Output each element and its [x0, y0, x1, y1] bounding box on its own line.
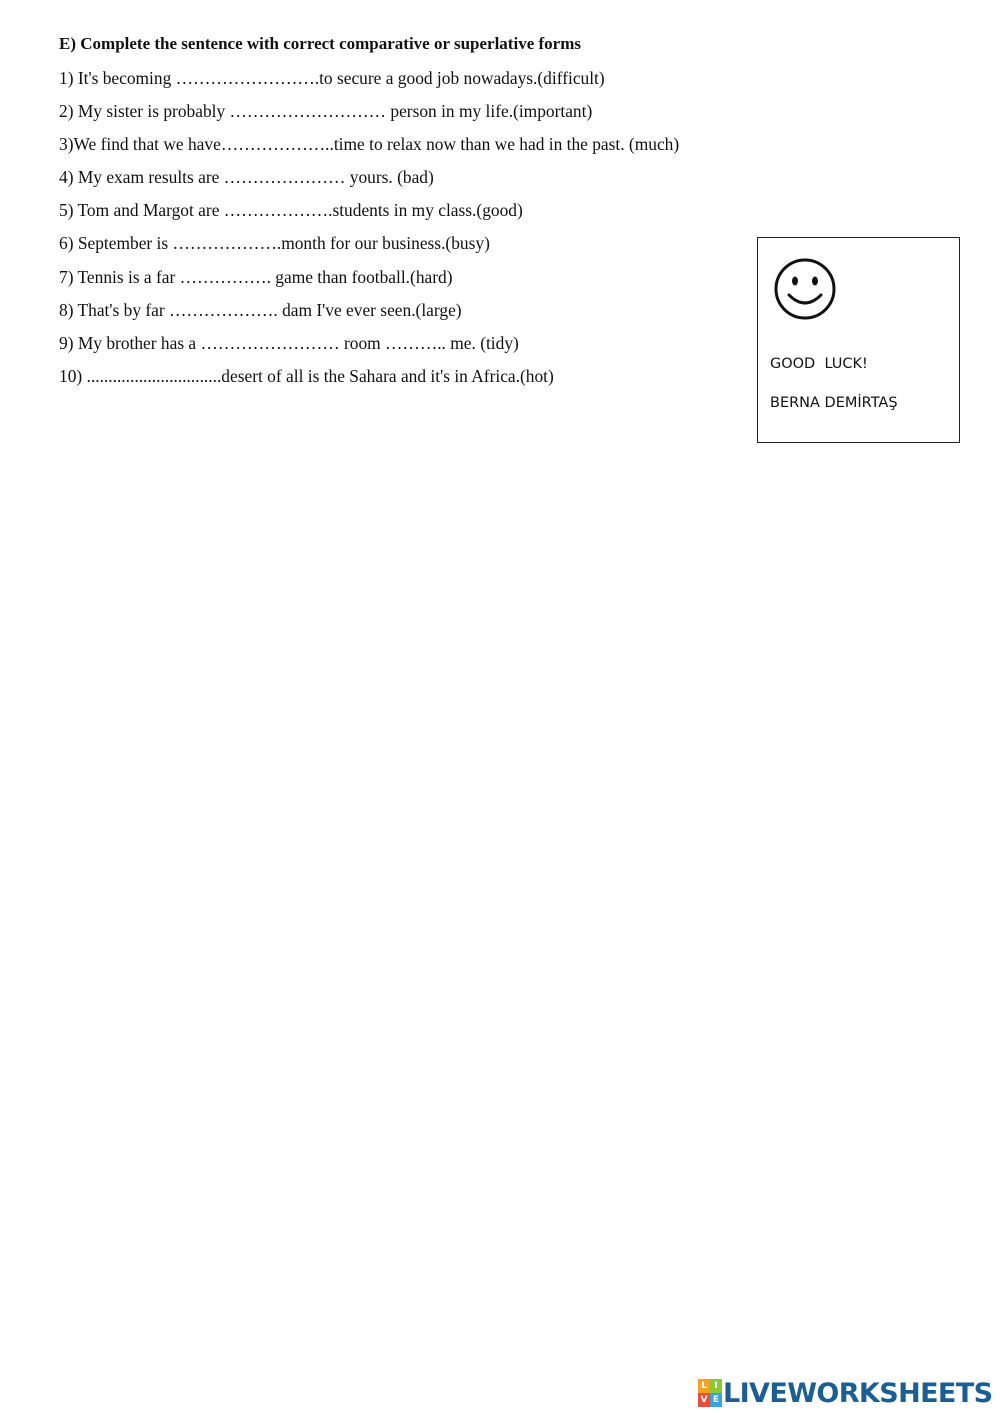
brand-name: LIVEWORKSHEETS: [723, 1377, 993, 1409]
question-item: 5) Tom and Margot are ……………….students in my class.(good): [59, 200, 523, 221]
smiley-face-icon: [773, 257, 837, 321]
worksheet-heading: E) Complete the sentence with correct comparative or superlative forms: [59, 34, 581, 53]
question-item: 7) Tennis is a far ……………. game than football.(hard): [59, 266, 453, 287]
brand-logo-letter: L: [698, 1379, 710, 1393]
good-luck-box: [757, 237, 960, 443]
question-list: [59, 67, 679, 398]
question-item: 8) That's by far ………………. dam I've ever seen.(large): [59, 299, 462, 320]
question-item: 6) September is ……………….month for our business.(busy): [59, 233, 490, 254]
question-item: 3)We find that we have………………..time to relax now than we had in the past. (much): [59, 134, 680, 155]
question-item: 1) It's becoming …………………….to secure a good job nowadays.(difficult): [59, 68, 605, 88]
question-item: 10) ...............................desert of all is the Sahara and it's in Africa.(hot): [59, 365, 554, 386]
liveworksheets-logo: [698, 1376, 992, 1410]
question-item: 2) My sister is probably ……………………… person in my life.(important): [59, 101, 593, 122]
good-luck-text: GOOD LUCK!: [770, 356, 868, 372]
brand-logo-letter: V: [698, 1393, 710, 1407]
brand-logo-letter: I: [710, 1379, 722, 1393]
author-name: BERNA DEMİRTAŞ: [770, 395, 898, 411]
brand-logo-letter: E: [710, 1393, 722, 1407]
question-item: 4) My exam results are ………………… yours. (bad): [59, 167, 434, 188]
question-item: 9) My brother has a …………………… room ……….. me. (tidy): [59, 332, 519, 353]
brand-logo-mark: [698, 1379, 722, 1407]
